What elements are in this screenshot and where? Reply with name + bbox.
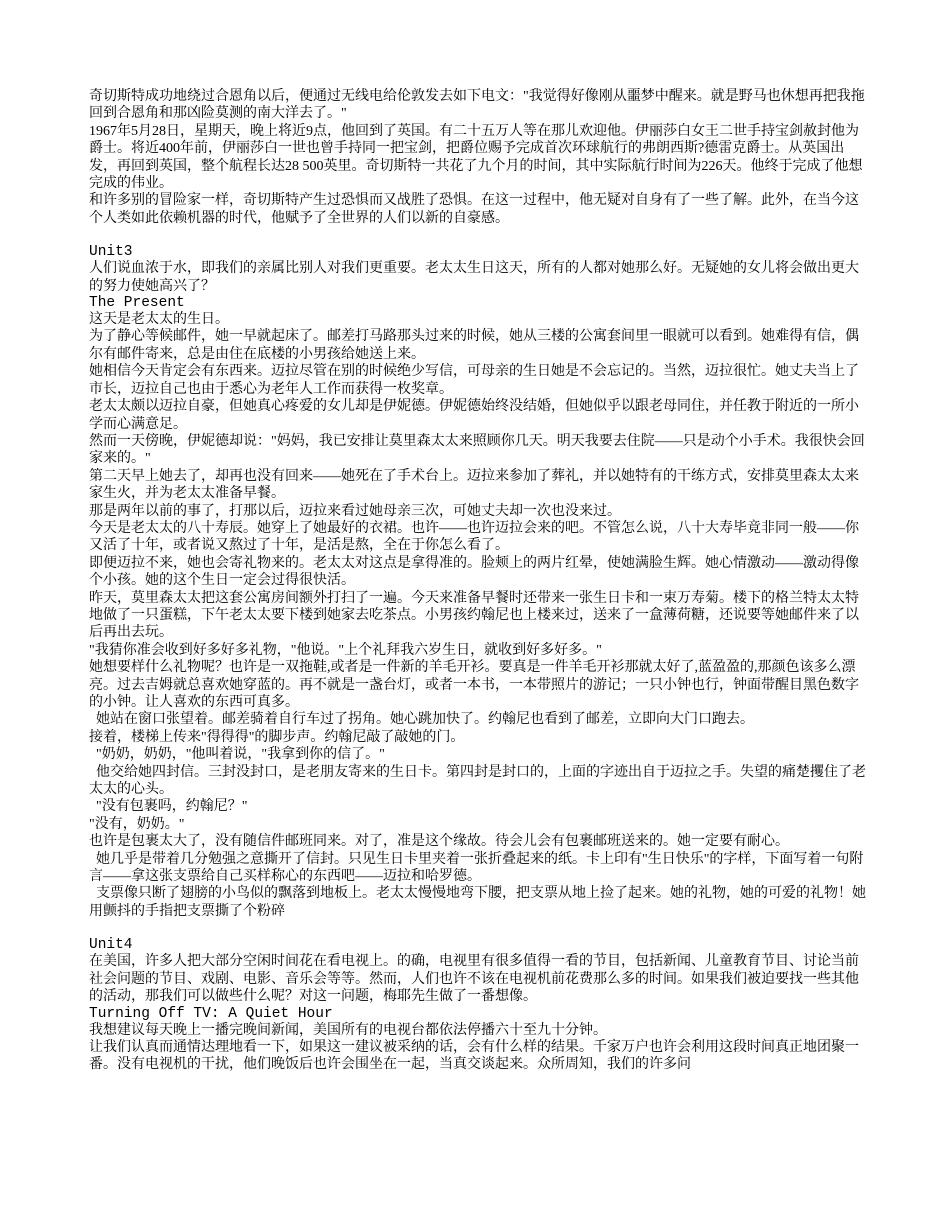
paragraph: 1967年5月28日，星期天，晚上将近9点，他回到了英国。有二十五万人等在那儿欢迎他。伊丽莎白女王二世手持宝剑赦封他为爵士。将近400年前，伊丽莎白一世也曾手持同一把宝剑，把爵位赐予完成首次环球航行的弗朗西斯?德雷克爵士。从英国出发，再回到英国，整个航程长达28 500英里。奇切斯特一共花了九个月的时间，其中实际航行时间为226天。他终于完成了他想完成的伟业。 <box>89 123 863 192</box>
paragraph: 今天是老太太的八十寿辰。她穿上了她最好的衣裙。也许——也许迈拉会来的吧。不管怎么说，八十大寿毕竟非同一般——你又活了十年，或者说又熬过了十年，是活是熬，全在于你怎么看了。 <box>89 520 859 554</box>
paragraph: 为了静心等候邮件，她一早就起床了。邮差打马路那头过来的时候，她从三楼的公寓套间里一眼就可以看到。她难得有信，偶尔有邮件寄来，总是由住在底楼的小男孩给她送上来。 <box>89 329 859 362</box>
article-title: The Present <box>89 295 185 312</box>
section-unit2-end <box>89 88 867 227</box>
paragraph: 她站在窗口张望着。邮差骑着自行车过了拐角。她心跳加快了。约翰尼也看到了邮差，立即向大门口跑去。 <box>89 712 754 728</box>
paragraph: 支票像只断了翅膀的小鸟似的飘落到地板上。老太太慢慢地弯下腰，把支票从地上捡了起来。她的礼物，她的可爱的礼物！她用颤抖的手指把支票撕了个粉碎 <box>89 886 866 919</box>
section-unit4 <box>89 937 867 1073</box>
paragraph: "奶奶，奶奶，"他叫着说，"我拿到你的信了。" <box>89 747 385 763</box>
unit-label: Unit3 <box>89 244 133 261</box>
paragraph: 那是两年以前的事了，打那以后，迈拉来看过她母亲三次，可她丈夫却一次也没来过。 <box>89 503 621 519</box>
paragraph: 他交给她四封信。三封没封口，是老朋友寄来的生日卡。第四封是封口的，上面的字迹出自于迈拉之手。失望的痛楚攫住了老太太的心头。 <box>89 764 866 798</box>
unit-label: Unit4 <box>89 937 133 954</box>
paragraph: "没有，奶奶。" <box>89 816 185 832</box>
paragraph: "没有包裹吗，约翰尼？" <box>89 799 248 815</box>
paragraph: 第二天早上她去了，却再也没有回来——她死在了手术台上。迈拉来参加了葬礼，并以她特有的干练方式，安排莫里森太太来家生火，并为老太太准备早餐。 <box>89 468 859 502</box>
paragraph: 我想建议每天晚上一播完晚间新闻，美国所有的电视台都依法停播六十至九十分钟。 <box>89 1022 607 1038</box>
paragraph: 即便迈拉不来，她也会寄礼物来的。老太太对这点是拿得准的。脸颊上的两片红晕，使她满脸生辉。她心情激动——激动得像个小孩。她的这个生日一定会过得很快活。 <box>89 555 859 589</box>
document-page <box>89 88 867 1074</box>
paragraph: 昨天，莫里森太太把这套公寓房间额外打扫了一遍。今天来准备早餐时还带来一张生日卡和一束万寿菊。楼下的格兰特太太特地做了一只蛋糕，下午老太太要下楼到她家去吃茶点。小男孩约翰尼也上楼来过，送来了一盒薄荷糖，还说要等她邮件来了以后再出去玩。 <box>89 590 859 641</box>
paragraph: 和许多别的冒险家一样，奇切斯特产生过恐惧而又战胜了恐惧。在这一过程中，他无疑对自身有了一些了解。此外，在当今这个人类如此依赖机器的时代，他赋予了全世界的人们以新的自豪感。 <box>89 193 859 226</box>
paragraph: "我猜你准会收到好多好多礼物，"他说。"上个礼拜我六岁生日，就收到好多好多。" <box>89 642 602 658</box>
paragraph: 让我们认真而通情达理地看一下，如果这一建议被采纳的话，会有什么样的结果。千家万户也许会利用这段时间真正地团聚一番。没有电视机的干扰，他们晚饭后也许会围坐在一起，当真交谈起来。众所周知，我们的许多问 <box>89 1039 859 1073</box>
section-spacer <box>89 227 867 244</box>
paragraph: 也许是包裹太大了，没有随信件邮班同来。对了，准是这个缘故。待会儿会有包裹邮班送来的。她一定要有耐心。 <box>89 834 789 850</box>
section-spacer <box>89 920 867 937</box>
paragraph: 接着，楼梯上传来"得得得"的脚步声。约翰尼敲了敲她的门。 <box>89 729 465 745</box>
paragraph: 她相信今天肯定会有东西来。迈拉尽管在别的时候绝少写信，可母亲的生日她是不会忘记的。当然，迈拉很忙。她丈夫当上了市长，迈拉自己也由于悉心为老年人工作而获得一枚奖章。 <box>89 364 859 397</box>
paragraph: 她想要样什么礼物呢？也许是一双拖鞋,或者是一件新的羊毛开衫。要真是一件羊毛开衫那就太好了,蓝盈盈的,那颜色该多么漂亮。过去吉姆就总喜欢她穿蓝的。再不就是一盏台灯，或者一本书，一本带照片的游记；一只小钟也行，钟面带醒目黑色数字的小钟。让人喜欢的东西可真多。 <box>89 660 859 710</box>
article-title: Turning Off TV: A Quiet Hour <box>89 1005 333 1022</box>
section-unit3 <box>89 244 867 920</box>
paragraph: 然而一天傍晚，伊妮德却说："妈妈，我已安排让莫里森太太来照顾你几天。明天我要去住院——只是动个小手术。我很快会回家来的。" <box>89 433 865 467</box>
unit-intro: 在美国，许多人把大部分空闲时间花在看电视上。的确，电视里有很多值得一看的节目，包括新闻、儿童教育节目、讨论当前社会问题的节目、戏剧、电影、音乐会等等。然而，人们也许不该在电视机前花费那么多的时间。如果我们被迫要找一些其他的活动，那我们可以做些什么呢？对这一问题，梅耶先生做了一番想像。 <box>89 954 859 1005</box>
unit-intro: 人们说血浓于水，即我们的亲属比别人对我们更重要。老太太生日这天，所有的人都对她那么好。无疑她的女儿将会做出更大的努力使她高兴了？ <box>89 261 859 294</box>
paragraph: 奇切斯特成功地绕过合恩角以后，便通过无线电给伦敦发去如下电文："我觉得好像刚从噩梦中醒来。就是野马也休想再把我拖回到合恩角和那凶险莫测的南大洋去了。" <box>89 89 865 122</box>
paragraph: 老太太颇以迈拉自豪，但她真心疼爱的女儿却是伊妮德。伊妮德始终没结婚，但她似乎以跟老母同住，并任教于附近的一所小学而心满意足。 <box>89 399 859 432</box>
paragraph: 她几乎是带着几分勉强之意撕开了信封。只见生日卡里夹着一张折叠起来的纸。卡上印有"生日快乐"的字样，下面写着一句附言——拿这张支票给自己买样称心的东西吧——迈拉和哈罗德。 <box>89 851 864 885</box>
paragraph: 这天是老太太的生日。 <box>89 312 229 328</box>
